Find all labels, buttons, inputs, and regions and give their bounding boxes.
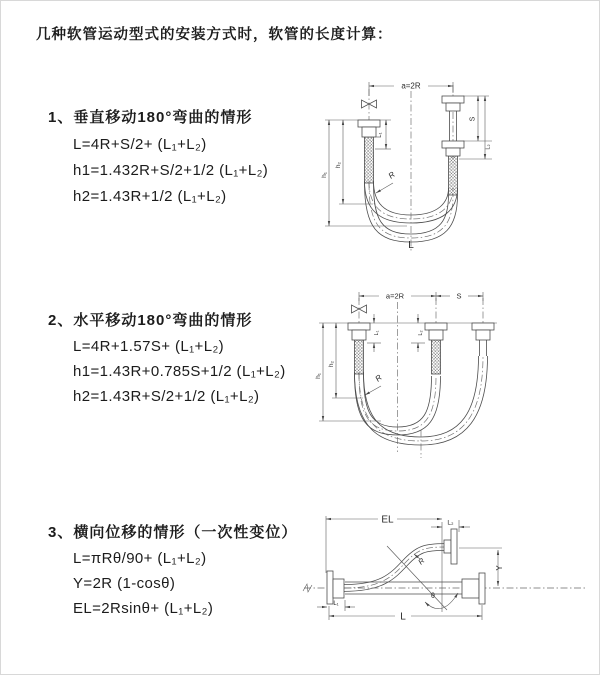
dimension-l2 — [485, 96, 492, 159]
dim-label-h1: h₁ — [321, 172, 328, 178]
dimension-a2r — [359, 292, 483, 302]
formula-line: L=4R+S/2+ (L₁+L₂) — [73, 136, 207, 153]
dim-label-l1: L₁ — [374, 330, 380, 336]
label-theta: θ — [431, 593, 435, 600]
diagram-horizontal-180-bend — [301, 284, 596, 474]
formula-line: EL=2Rsinθ+ (L₁+L₂) — [73, 600, 214, 617]
flange-fitting — [444, 529, 457, 564]
dimension-l2 — [431, 520, 470, 533]
dim-label-l1: L₁ — [377, 132, 383, 138]
dim-label-h1: h₁ — [315, 373, 322, 379]
formula-line: h2=1.43R+S/2+1/2 (L₁+L₂) — [73, 388, 260, 405]
dim-label-h2: h₂ — [328, 360, 335, 368]
radius-callout — [365, 373, 384, 395]
flange-fitting — [327, 571, 344, 604]
radius-callout — [414, 554, 427, 566]
braided-hose-section — [355, 340, 364, 374]
label-radius: R — [373, 372, 384, 384]
flange-fitting — [462, 573, 485, 604]
braided-hose-section — [449, 156, 458, 195]
formula-line: Y=2R (1-cosθ) — [73, 575, 176, 592]
formula-line: L=4R+1.57S+ (L₁+L₂) — [73, 338, 225, 355]
flange-fitting — [348, 323, 370, 340]
dim-label-l: L — [400, 611, 406, 623]
dimension-l2 — [411, 314, 425, 352]
radius-callout — [376, 170, 397, 193]
dim-label-h2: h₂ — [335, 161, 342, 169]
diagram-lateral-displacement — [299, 506, 599, 656]
label-length: L — [408, 240, 414, 251]
formula-line: h1=1.43R+0.785S+1/2 (L₁+L₂) — [73, 363, 286, 380]
dim-label-s: S — [469, 116, 477, 122]
diagram-vertical-180-bend — [301, 71, 591, 266]
page-title: 几种软管运动型式的安装方式时，软管的长度计算： — [36, 27, 393, 43]
dimension-l — [329, 605, 482, 623]
label-radius: R — [416, 556, 427, 567]
dim-label-l2: L₂ — [447, 519, 454, 527]
dimension-l1 — [317, 600, 355, 611]
formula-line: L=πRθ/90+ (L₁+L₂) — [73, 550, 207, 567]
formula-line: h2=1.43R+1/2 (L₁+L₂) — [73, 188, 227, 205]
section2-heading: 2、水平移动180°弯曲的情形 — [48, 312, 253, 329]
braided-hose-section — [432, 340, 441, 374]
section1-heading: 1、垂直移动180°弯曲的情形 — [48, 109, 253, 126]
dimension-s — [436, 292, 483, 301]
dim-label-a2r: a=2R — [385, 291, 405, 301]
dimension-l1 — [367, 314, 381, 352]
dimension-s — [470, 96, 479, 141]
braided-hose-section — [365, 137, 374, 183]
formula-line: h1=1.432R+S/2+1/2 (L₁+L₂) — [73, 162, 269, 179]
flange-fitting — [425, 323, 447, 340]
dim-label-l2: L₂ — [485, 144, 492, 150]
extension-line — [325, 96, 492, 159]
dim-label-s: S — [456, 291, 462, 301]
angle-theta — [425, 593, 458, 609]
dim-label-l2: L₂ — [418, 330, 424, 336]
dim-label-a2r: a=2R — [401, 81, 421, 91]
dimension-h1 — [315, 323, 381, 421]
label-radius: R — [386, 169, 397, 181]
section3-heading: 3、横向位移的情形（一次性变位） — [48, 524, 298, 541]
hose-phantom-leg — [480, 340, 487, 356]
dim-label-y: Y — [495, 565, 504, 571]
flange-fitting — [472, 323, 494, 340]
dim-label-l1: L₁ — [333, 601, 339, 607]
dim-label-el: EL — [381, 514, 394, 526]
